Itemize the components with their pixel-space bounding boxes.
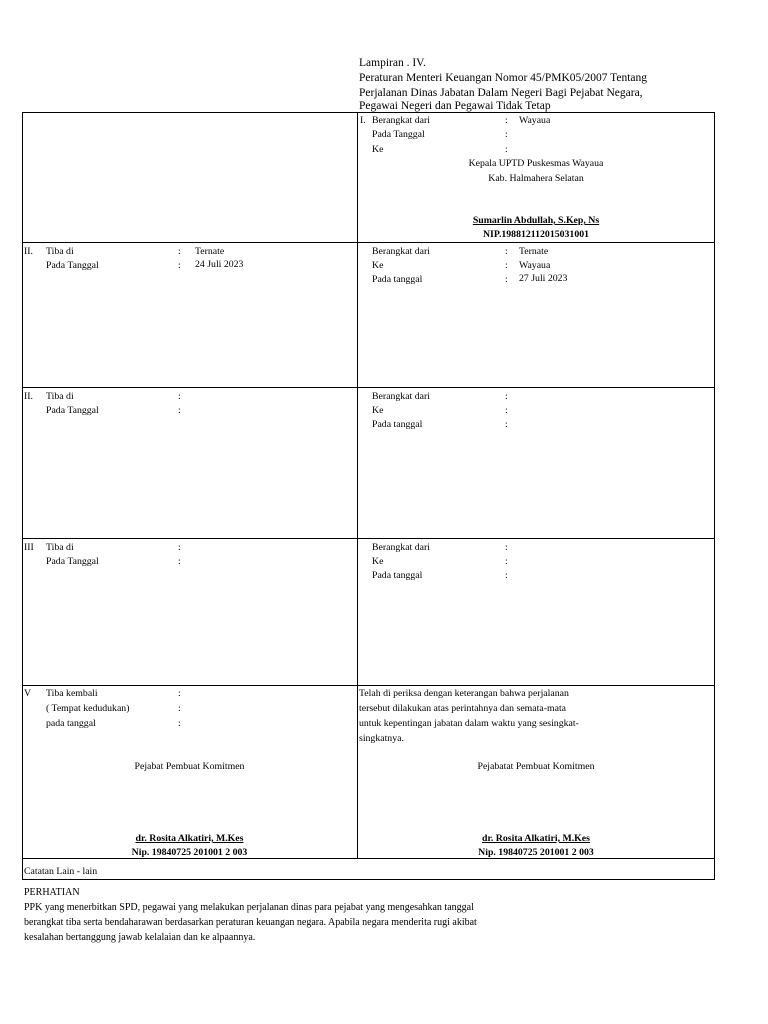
berangkat-value: Ternate — [519, 246, 549, 257]
colon: : — [178, 556, 181, 567]
colon: : — [505, 556, 508, 567]
official-title-1: Kepala UPTD Puskesmas Wayaua — [468, 158, 604, 169]
left-official-nip: Nip. 19840725 201001 2 003 — [131, 847, 248, 858]
colon: : — [505, 542, 508, 553]
colon: : — [178, 542, 181, 553]
tiba-value: Ternate — [195, 246, 225, 257]
colon: : — [178, 246, 181, 257]
tanggal2-label: Pada tanggal — [372, 570, 423, 581]
tanggal-label: Pada Tanggal — [46, 260, 99, 271]
table-border-bottom — [22, 879, 715, 880]
ke-label: Ke — [372, 556, 384, 567]
table-border-right — [714, 112, 715, 880]
pada-tanggal-label: pada tanggal — [46, 718, 96, 729]
verification-text-3: untuk kepentingan jabatan dalam waktu yang sesingkat- — [359, 718, 579, 729]
tiba-label: Tiba di — [46, 246, 74, 257]
section-number: I. — [360, 115, 366, 126]
berangkat-label: Berangkat dari — [372, 391, 430, 402]
section-number: II. — [24, 391, 33, 402]
colon: : — [505, 419, 508, 430]
berangkat-label: Berangkat dari — [372, 542, 430, 553]
table-divider-5 — [22, 858, 715, 859]
perhatian-title: PERHATIAN — [24, 887, 80, 898]
colon: : — [505, 144, 508, 155]
header-line-3: Perjalanan Dinas Jabatan Dalam Negeri Bagi Pejabat Negara, — [359, 87, 643, 99]
berangkat-value: Wayaua — [519, 115, 551, 126]
left-official-name: dr. Rosita Alkatiri, M.Kes — [135, 833, 244, 844]
tanggal-label: Pada Tanggal — [372, 129, 425, 140]
tanggal2-label: Pada tanggal — [372, 274, 423, 285]
ke-label: Ke — [372, 144, 384, 155]
verification-text-4: singkatnya. — [359, 733, 404, 744]
berangkat-label: Berangkat dari — [372, 115, 430, 126]
colon: : — [505, 260, 508, 271]
perhatian-line-3: kesalahan bertanggung jawab kelalaian dan ke alpaannya. — [24, 932, 256, 943]
official-name: Sumarlin Abdullah, S.Kep, Ns — [472, 215, 600, 226]
perhatian-line-2: berangkat tiba serta bendaharawan berdasarkan peraturan keuangan negara. Apabila negara menderita rugi akibat — [24, 917, 477, 928]
header-line-4: Pegawai Negeri dan Pegawai Tidak Tetap — [359, 100, 551, 112]
colon: : — [505, 246, 508, 257]
tiba-label: Tiba di — [46, 391, 74, 402]
colon: : — [178, 718, 181, 729]
colon: : — [178, 688, 181, 699]
ke-value: Wayaua — [519, 260, 551, 271]
official-title-2: Kab. Halmahera Selatan — [488, 173, 584, 184]
official-nip: NIP.198812112015031001 — [482, 229, 590, 240]
colon: : — [505, 274, 508, 285]
colon: : — [505, 405, 508, 416]
table-border-top — [22, 112, 715, 113]
header-line-1: Lampiran . IV. — [359, 57, 426, 69]
verification-text-1: Telah di periksa dengan keterangan bahwa perjalanan — [359, 688, 569, 699]
tiba-label: Tiba di — [46, 542, 74, 553]
table-divider-4 — [22, 685, 715, 686]
right-official-name: dr. Rosita Alkatiri, M.Kes — [482, 833, 590, 844]
colon: : — [505, 115, 508, 126]
ke-label: Ke — [372, 260, 384, 271]
section-number: II. — [24, 246, 33, 257]
table-divider-2 — [22, 387, 715, 388]
tanggal-value: 24 Juli 2023 — [195, 259, 244, 270]
header-line-2: Peraturan Menteri Keuangan Nomor 45/PMK05/2007 Tentang — [359, 72, 648, 84]
colon: : — [505, 129, 508, 140]
section-number: III — [24, 542, 34, 553]
section-number: V — [24, 688, 32, 699]
colon: : — [178, 703, 181, 714]
right-official-role: Pejabatat Pembuat Komitmen — [477, 761, 595, 772]
right-official-nip: Nip. 19840725 201001 2 003 — [478, 847, 594, 858]
table-divider-3 — [22, 538, 715, 539]
berangkat-label: Berangkat dari — [372, 246, 430, 257]
tanggal2-value: 27 Juli 2023 — [519, 273, 568, 284]
left-official-role: Pejabat Pembuat Komitmen — [134, 761, 245, 772]
tanggal2-label: Pada tanggal — [372, 419, 423, 430]
catatan-label: Catatan Lain - lain — [24, 866, 98, 877]
colon: : — [178, 405, 181, 416]
tempat-kedudukan-label: ( Tempat kedudukan) — [46, 703, 130, 714]
colon: : — [178, 391, 181, 402]
perhatian-line-1: PPK yang menerbitkan SPD, pegawai yang melakukan perjalanan dinas para pejabat yang mengesahkan tanggal — [24, 902, 474, 913]
colon: : — [505, 391, 508, 402]
tiba-kembali-label: Tiba kembali — [46, 688, 98, 699]
ke-label: Ke — [372, 405, 384, 416]
colon: : — [178, 260, 181, 271]
verification-text-2: tersebut dilakukan atas perintahnya dan semata-mata — [359, 703, 567, 714]
tanggal-label: Pada Tanggal — [46, 556, 99, 567]
tanggal-label: Pada Tanggal — [46, 405, 99, 416]
table-divider-1 — [22, 242, 715, 243]
colon: : — [505, 570, 508, 581]
